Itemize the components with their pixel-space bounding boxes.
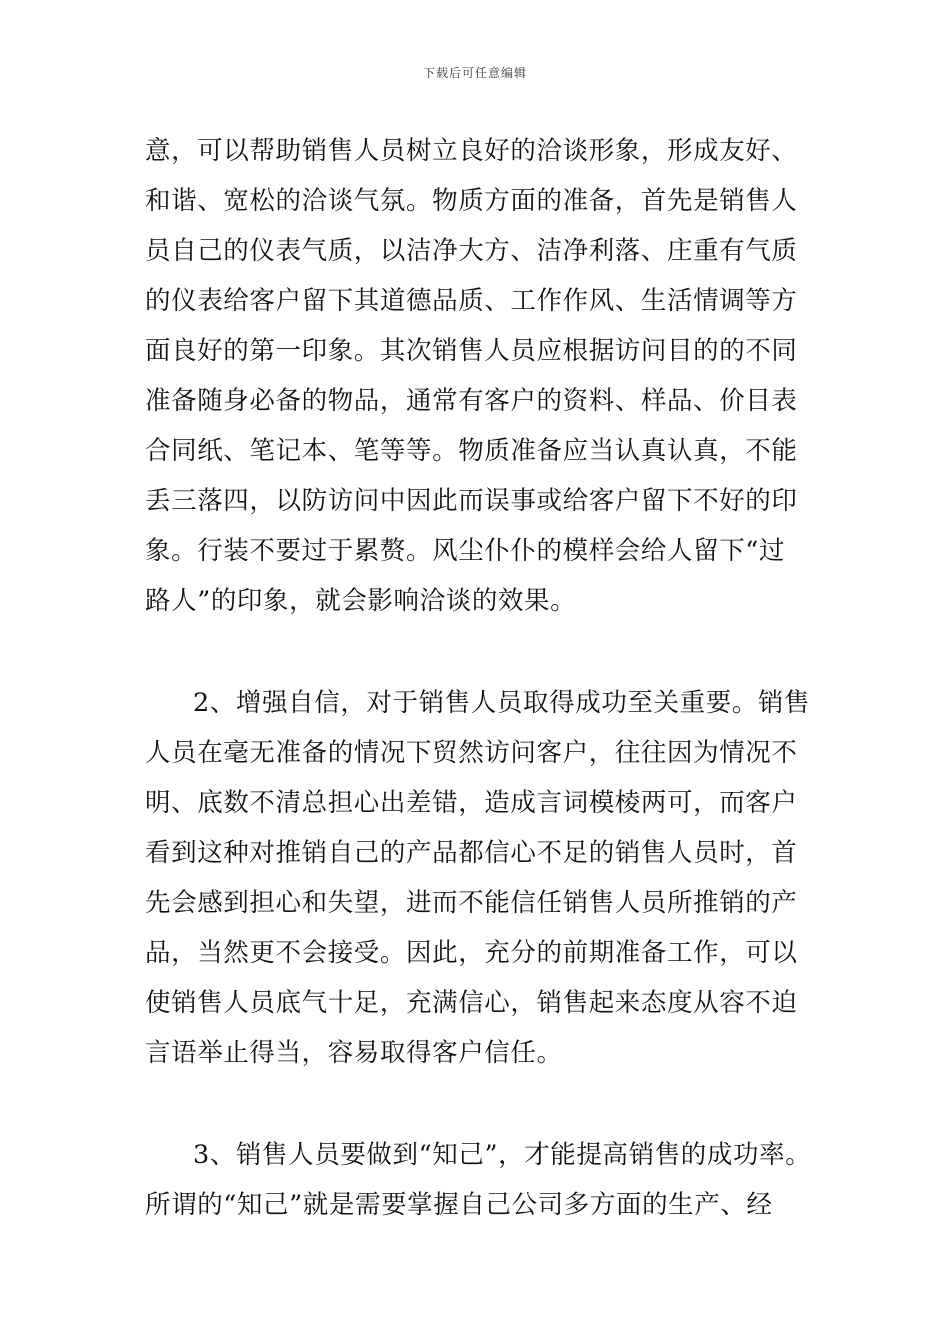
text-line: 看到这种对推销自己的产品都信心不足的销售人员时，首 [145, 838, 798, 868]
text-line: 明、底数不清总担心出差错，造成言词模棱两可，而客户 [145, 788, 798, 818]
paragraph-2 [145, 678, 825, 1078]
document-body [145, 126, 825, 1230]
text-line: 意，可以帮助销售人员树立良好的洽谈形象，形成友好、 [145, 136, 798, 166]
text-line: 准备随身必备的物品，通常有客户的资料、样品、价目表 [145, 386, 798, 416]
text-line: 路人”的印象，就会影响洽谈的效果。 [145, 586, 577, 616]
text-line: 合同纸、笔记本、笔等等。物质准备应当认真认真，不能 [145, 436, 798, 466]
paragraph-gap [145, 626, 825, 678]
text-line: 丢三落四，以防访问中因此而误事或给客户留下不好的印 [145, 486, 798, 516]
page-header: 下载后可任意编辑 [422, 66, 527, 80]
text-line: 的仪表给客户留下其道德品质、工作作风、生活情调等方 [145, 286, 798, 316]
paragraph-1 [145, 126, 825, 626]
text-line: 3、销售人员要做到“知己”，才能提高销售的成功率。 [193, 1140, 812, 1170]
text-line: 面良好的第一印象。其次销售人员应根据访问目的的不同 [145, 336, 798, 366]
text-line: 言语举止得当，容易取得客户信任。 [145, 1038, 563, 1068]
paragraph-gap [145, 1078, 825, 1130]
text-line: 品，当然更不会接受。因此，充分的前期准备工作，可以 [145, 938, 798, 968]
text-line: 所谓的“知己”就是需要掌握自己公司多方面的生产、经 [145, 1190, 773, 1220]
text-line: 使销售人员底气十足，充满信心，销售起来态度从容不迫 [145, 988, 798, 1018]
text-line: 和谐、宽松的洽谈气氛。物质方面的准备，首先是销售人 [145, 186, 798, 216]
paragraph-3 [145, 1130, 825, 1230]
text-line: 2、增强自信，对于销售人员取得成功至关重要。销售 [193, 688, 811, 718]
text-line: 人员在毫无准备的情况下贸然访问客户，往往因为情况不 [145, 738, 798, 768]
text-line: 象。行装不要过于累赘。风尘仆仆的模样会给人留下“过 [145, 536, 786, 566]
text-line: 员自己的仪表气质，以洁净大方、洁净利落、庄重有气质 [145, 236, 798, 266]
text-line: 先会感到担心和失望，进而不能信任销售人员所推销的产 [145, 888, 798, 918]
